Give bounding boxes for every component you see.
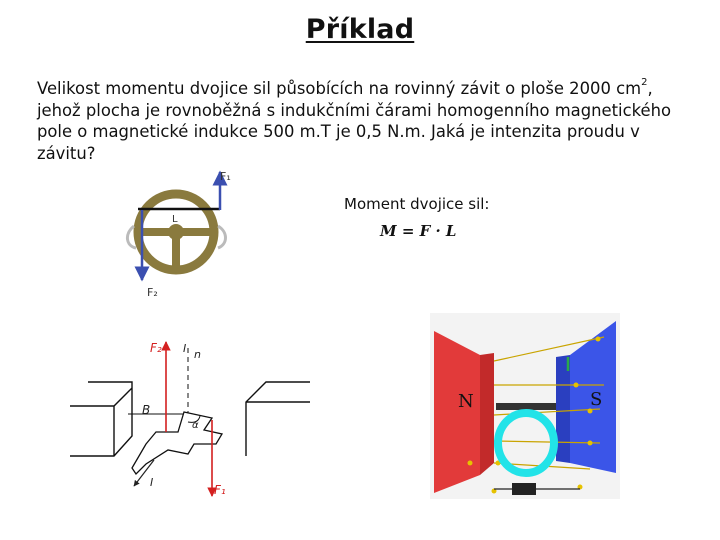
label-b: B bbox=[142, 403, 151, 417]
moment-label: Moment dvojice sil: bbox=[344, 195, 490, 213]
task-text bbox=[37, 78, 687, 164]
conductor-loop-figure bbox=[70, 336, 312, 506]
north-pole bbox=[434, 331, 480, 493]
label-n: n bbox=[194, 348, 201, 361]
area-unit-exponent: 2 bbox=[641, 77, 648, 88]
moment-formula: M = F · L bbox=[380, 222, 457, 240]
label-f1: F₁ bbox=[214, 483, 226, 497]
label-i-top: I bbox=[183, 342, 187, 355]
south-pole-side bbox=[556, 355, 570, 463]
conductor-loop bbox=[132, 412, 222, 474]
label-alpha: α bbox=[192, 420, 199, 431]
label-f2: F₂ bbox=[147, 286, 158, 299]
slide-title: Příklad bbox=[305, 14, 415, 45]
magnet-coil-figure bbox=[430, 313, 620, 499]
magnet-pole-left bbox=[70, 382, 132, 456]
label-n: N bbox=[458, 391, 474, 412]
wheel-hub bbox=[168, 224, 184, 240]
label-l: L bbox=[172, 214, 178, 225]
north-pole-side bbox=[480, 353, 494, 475]
task-text-part-2: , jehož plocha je rovnoběžná s indukčními čárami homogenního magnetického pole o magnetické indukce 500 m.T je 0,5 N.m. Jaká je intenzita proudu v závitu? bbox=[37, 79, 671, 163]
magnet-pole-right bbox=[246, 382, 310, 456]
steering-wheel-figure bbox=[120, 166, 250, 304]
battery bbox=[512, 483, 536, 495]
label-f1: F₁ bbox=[220, 170, 231, 183]
label-i-bottom: I bbox=[150, 476, 154, 489]
task-text-part-1: Velikost momentu dvojice sil působících na rovinný závit o ploše 2000 cm bbox=[37, 79, 642, 98]
coil-holder bbox=[496, 403, 556, 410]
label-s: S bbox=[590, 389, 603, 410]
label-f2: F₂ bbox=[150, 341, 162, 355]
rotation-arrow-right bbox=[218, 226, 226, 248]
